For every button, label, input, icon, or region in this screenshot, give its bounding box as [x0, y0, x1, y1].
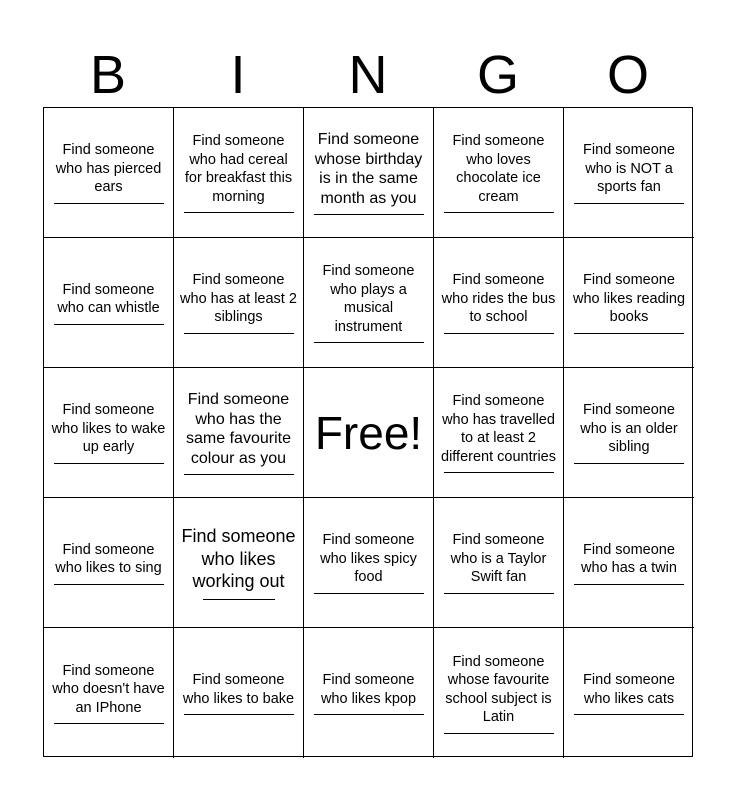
- cell-text: Find someone who likes to sing: [55, 541, 162, 576]
- bingo-cell[interactable]: [304, 498, 434, 628]
- cell-text: Find someone who has the same favourite colour as you: [186, 391, 291, 467]
- signature-line: [54, 723, 164, 724]
- cell-text: Find someone who is a Taylor Swift fan: [450, 532, 547, 586]
- cell-text: Find someone who has at least 2 siblings: [180, 272, 297, 326]
- free-cell[interactable]: [304, 368, 434, 498]
- bingo-header: [43, 42, 693, 108]
- cell-text: Find someone who has pierced ears: [55, 142, 162, 196]
- bingo-cell[interactable]: [434, 238, 564, 368]
- cell-text: Find someone who likes spicy food: [320, 532, 417, 586]
- bingo-cell[interactable]: [174, 238, 304, 368]
- cell-text: Find someone who is NOT a sports fan: [583, 142, 675, 196]
- cell-text: Find someone who has a twin: [581, 541, 677, 576]
- cell-text: Find someone who is an older sibling: [580, 402, 678, 456]
- bingo-cell[interactable]: [174, 628, 304, 758]
- bingo-cell[interactable]: [44, 368, 174, 498]
- cell-text: Find someone whose birthday is in the same month as you: [314, 131, 423, 207]
- bingo-grid: [43, 107, 693, 757]
- bingo-cell[interactable]: [304, 238, 434, 368]
- signature-line: [314, 342, 424, 343]
- signature-line: [314, 714, 424, 715]
- signature-line: [54, 584, 164, 585]
- bingo-cell[interactable]: [434, 628, 564, 758]
- bingo-cell[interactable]: [564, 628, 694, 758]
- header-letter-b: B: [89, 45, 127, 105]
- header-letter-n: N: [348, 45, 388, 105]
- cell-text: Find someone who doesn't have an IPhone: [52, 662, 165, 716]
- bingo-cell[interactable]: [304, 628, 434, 758]
- bingo-cell[interactable]: [434, 108, 564, 238]
- cell-text: Find someone who has travelled to at least 2 different countries: [441, 393, 556, 465]
- free-text: Free!: [314, 406, 423, 459]
- cell-text: Find someone who rides the bus to school: [441, 272, 556, 326]
- signature-line: [54, 324, 164, 325]
- bingo-cell[interactable]: [564, 498, 694, 628]
- signature-line: [574, 584, 684, 585]
- signature-line: [444, 472, 554, 473]
- signature-line: [574, 463, 684, 464]
- signature-line: [184, 212, 294, 213]
- cell-text: Find someone who loves chocolate ice cream: [452, 133, 545, 205]
- bingo-cell[interactable]: [564, 368, 694, 498]
- bingo-cell[interactable]: [564, 108, 694, 238]
- signature-line: [184, 333, 294, 334]
- cell-text: Find someone who likes kpop: [320, 672, 417, 707]
- signature-line: [444, 212, 554, 213]
- cell-text: Find someone who can whistle: [57, 281, 160, 316]
- cell-text: Find someone who had cereal for breakfast this morning: [184, 133, 293, 205]
- bingo-cell[interactable]: [44, 238, 174, 368]
- cell-text: Find someone who plays a musical instrument: [322, 263, 415, 335]
- bingo-cell[interactable]: [174, 368, 304, 498]
- signature-line: [203, 599, 275, 600]
- bingo-cell[interactable]: [434, 368, 564, 498]
- header-letter-g: G: [476, 45, 519, 105]
- signature-line: [444, 593, 554, 594]
- signature-line: [184, 474, 294, 475]
- cell-text: Find someone who likes cats: [583, 672, 675, 707]
- signature-line: [54, 463, 164, 464]
- signature-line: [54, 203, 164, 204]
- signature-line: [184, 714, 294, 715]
- cell-text: Find someone whose favourite school subject is Latin: [445, 653, 552, 725]
- signature-line: [444, 333, 554, 334]
- signature-line: [444, 733, 554, 734]
- cell-text: Find someone who likes to wake up early: [51, 402, 166, 456]
- cell-text: Find someone who likes reading books: [572, 272, 686, 326]
- signature-line: [314, 593, 424, 594]
- cell-text: Find someone who likes to bake: [182, 672, 295, 707]
- signature-line: [574, 714, 684, 715]
- bingo-cell[interactable]: [174, 108, 304, 238]
- signature-line: [314, 214, 424, 215]
- bingo-cell[interactable]: [174, 498, 304, 628]
- bingo-cell[interactable]: [564, 238, 694, 368]
- cell-text: Find someone who likes working out: [181, 526, 296, 592]
- bingo-cell[interactable]: [44, 628, 174, 758]
- bingo-cell[interactable]: [44, 498, 174, 628]
- bingo-cell[interactable]: [44, 108, 174, 238]
- signature-line: [574, 333, 684, 334]
- signature-line: [574, 203, 684, 204]
- bingo-cell[interactable]: [434, 498, 564, 628]
- header-letter-o: O: [606, 45, 649, 105]
- bingo-cell[interactable]: [304, 108, 434, 238]
- header-letter-i: I: [230, 45, 246, 105]
